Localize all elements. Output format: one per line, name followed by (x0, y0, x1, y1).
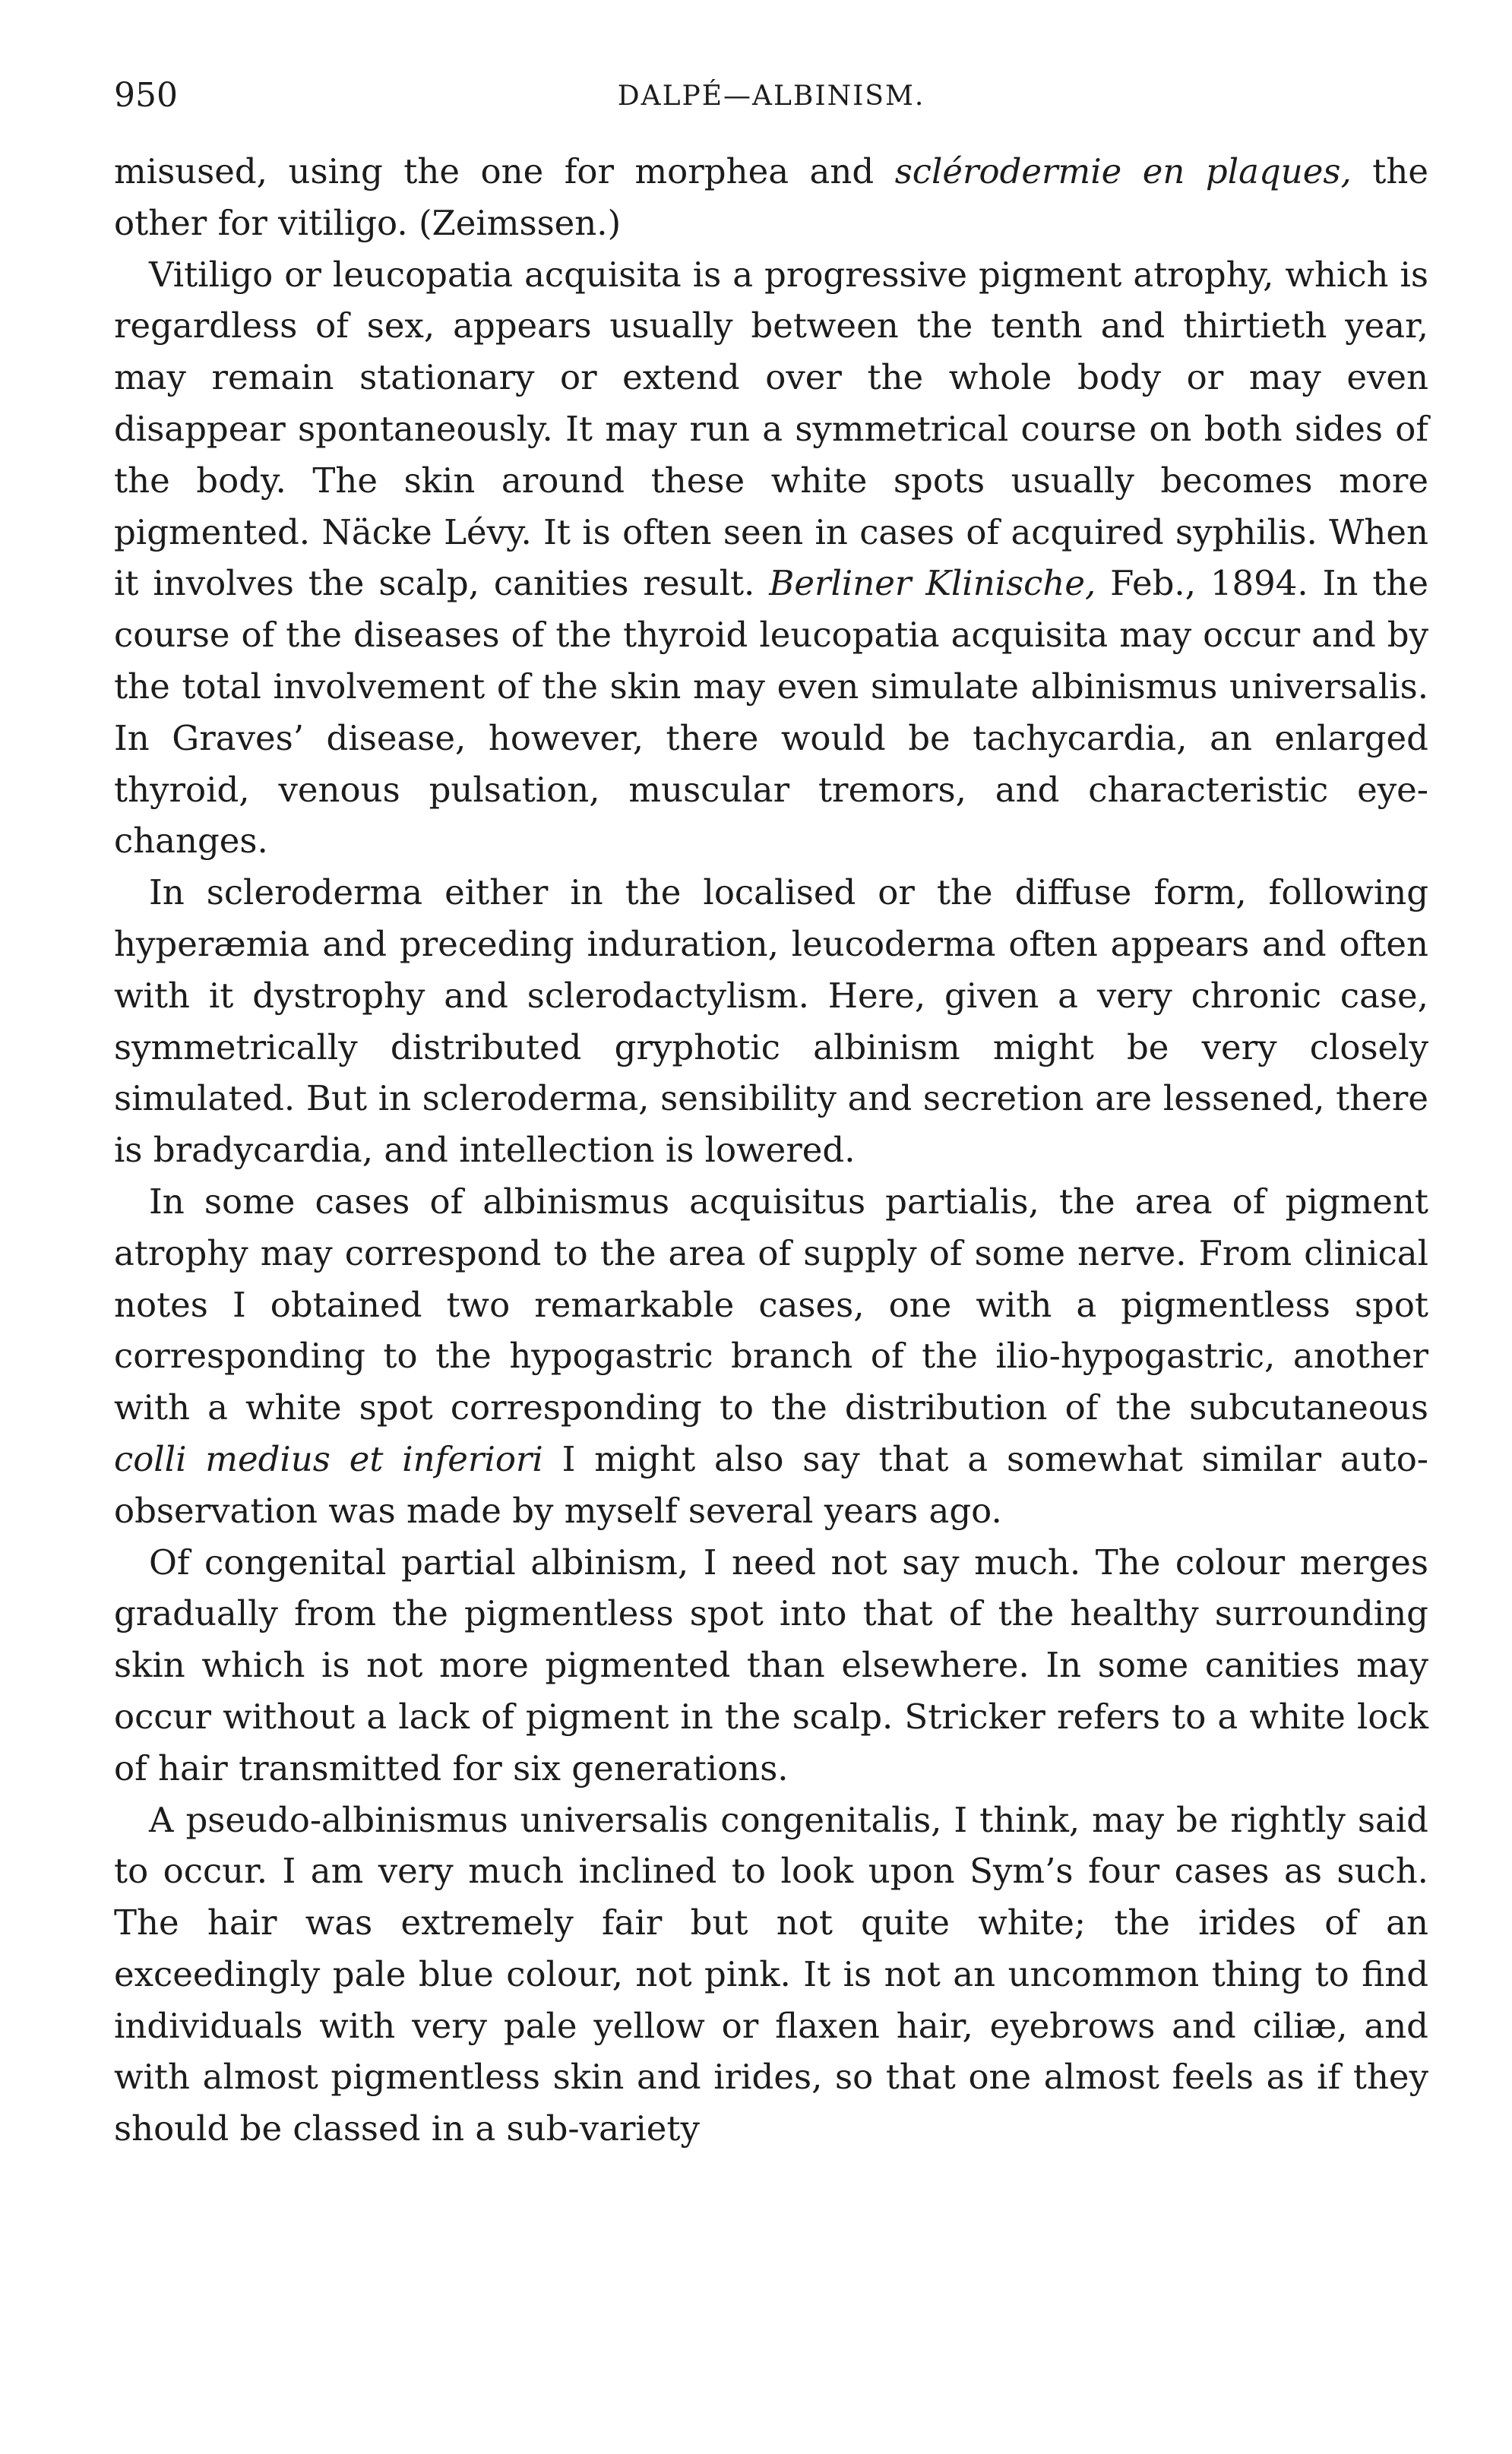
text-run: Vitiligo or leucopatia acquisita is a progressive pigment atrophy, which is regardless of sex, appears usually between the tenth and thirtieth year, may remain stationary or extend over the whole body or may even disappear spontaneously. It may run a symmetrical course on both sides of the body. The skin around these white spots usually becomes more pigmented. Näcke Lévy. It is often seen in cases of acquired syphilis. When it involves the scalp, canities result. (114, 254, 1428, 604)
text-run: the other for vitiligo. (Zeimssen.) (114, 151, 1428, 243)
text-run: I might also say that a somewhat similar auto-observation was made by myself several years ago. (114, 1438, 1428, 1531)
text-run: Of congenital partial albinism, I need not say much. The colour merges gradually from the pigmentless spot into that of the healthy surrounding skin which is not more pigmented than elsewhere. In some canities may occur without a lack of pigment in the scalp. Stricker refers to a white lock of hair transmitted for six generations. (114, 1542, 1428, 1788)
italic-run: Berliner Klinische, (769, 563, 1096, 604)
page-header (114, 62, 1428, 129)
text-run: In some cases of albinismus acquisitus partialis, the area of pigment atrophy may correspond to the area of supply of some nerve. From clinical notes I obtained two remarkable cases, one with a pigmentless spot corresponding to the hypogastric branch of the ilio-hypogastric, another with a white spot corresponding to the distribution of the subcutaneous (114, 1181, 1428, 1428)
text-run: misused, using the one for morphea and (114, 151, 895, 191)
italic-run: sclérodermie en plaques, (894, 151, 1352, 191)
paragraph (114, 146, 1428, 249)
text-run: Feb., 1894. In the course of the diseases of the thyroid leucopatia acquisita may occur and by the total involvement of the skin may even simulate albinismus universalis. In Graves’ disease, however, there would be tachycardia, an enlarged thyroid, venous pulsation, muscular tremors, and characteristic eye-changes. (114, 563, 1428, 862)
document-page (114, 62, 1428, 2155)
text-run: A pseudo-albinismus universalis congenitalis, I think, may be rightly said to occur. I am very much inclined to look upon Sym’s four cases as such. The hair was extremely fair but not quite white; the irides of an exceedingly pale blue colour, not pink. It is not an uncommon thing to find individuals with very pale yellow or flaxen hair, eyebrows and ciliæ, and with almost pigmentless skin and irides, so that one almost feels as if they should be classed in a sub-variety (114, 1799, 1428, 2149)
paragraph (114, 1176, 1428, 1537)
text-run: In scleroderma either in the localised or the diffuse form, following hyperæmia and preceding induration, leucoderma often appears and often with it dystrophy and sclerodactylism. Here, given a very chronic case, symmetrically distributed gryphotic albinism might be very closely simulated. But in scleroderma, sensibility and secretion are lessened, there is bradycardia, and intellection is lowered. (114, 872, 1428, 1171)
body-text (114, 146, 1428, 2155)
paragraph (114, 867, 1428, 1176)
page-number: 950 (114, 76, 178, 115)
paragraph (114, 1795, 1428, 2155)
running-head: DALPÉ—ALBINISM. (617, 81, 925, 112)
paragraph (114, 249, 1428, 868)
italic-run: colli medius et inferiori (114, 1438, 543, 1479)
paragraph (114, 1537, 1428, 1795)
